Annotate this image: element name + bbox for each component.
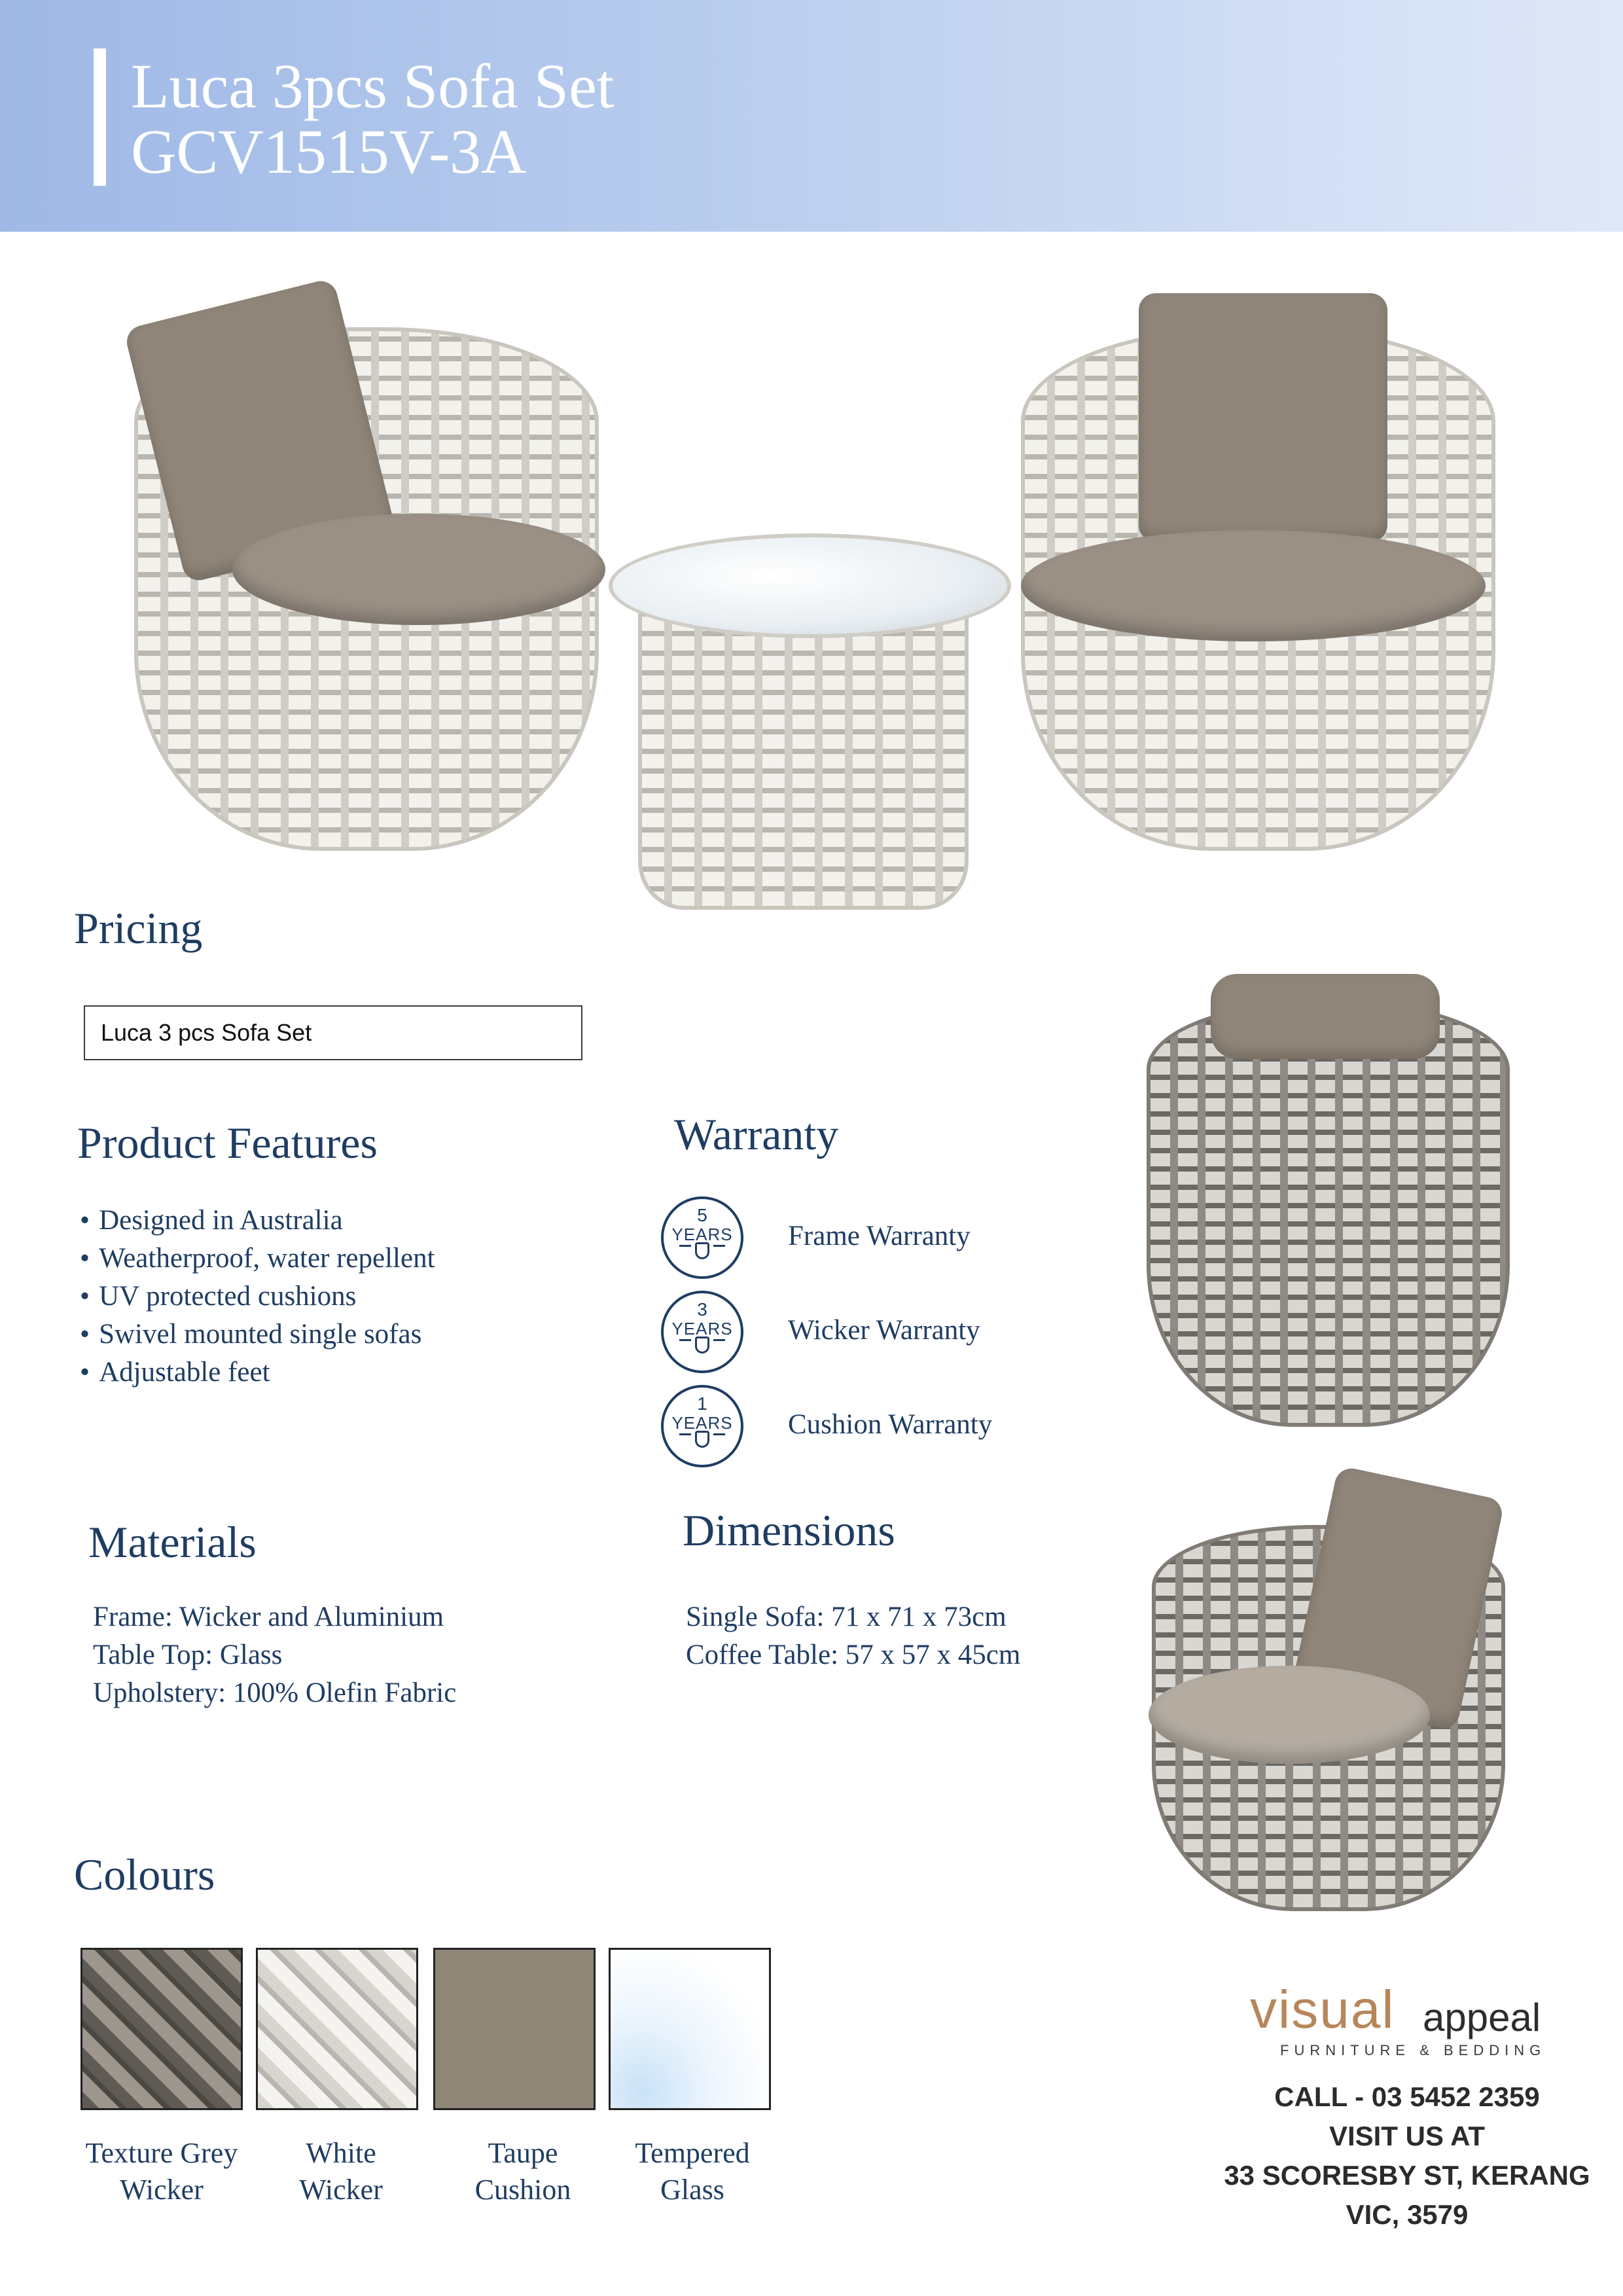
materials-list	[93, 1598, 456, 1712]
badge-years-number: 3	[697, 1299, 707, 1319]
swatch-label-line: Tempered	[635, 2137, 750, 2169]
warranty-label-cushion: Cushion Warranty	[788, 1409, 993, 1440]
material-line: Table Top: Glass	[93, 1640, 283, 1670]
swatch-white-wicker	[256, 1948, 418, 2110]
pricing-box	[84, 1005, 582, 1060]
warranty-heading: Warranty	[674, 1109, 839, 1159]
swatch-label-line: Texture Grey	[85, 2137, 238, 2169]
swatch-tempered-glass	[609, 1948, 771, 2110]
swatch-label-tempered-glass	[597, 2135, 787, 2208]
badge-years-unit: YEARS	[671, 1413, 733, 1433]
warranty-badge-frame	[661, 1196, 743, 1279]
swatch-label-line: Wicker	[120, 2174, 204, 2206]
badge-years-unit: YEARS	[671, 1319, 733, 1338]
table-glass-top	[609, 533, 1011, 638]
swatch-label-line: Taupe	[488, 2137, 558, 2169]
swatch-taupe-cushion	[433, 1948, 596, 2110]
swatch-texture-grey-wicker	[80, 1948, 243, 2110]
back-view-cushion	[1211, 974, 1440, 1059]
materials-heading: Materials	[88, 1517, 257, 1567]
right-sofa-back-cushion	[1139, 293, 1387, 542]
feature-item: • Weatherproof, water repellent	[80, 1240, 435, 1278]
material-line: Upholstery: 100% Olefin Fabric	[93, 1677, 457, 1708]
swatch-label-taupe-cushion	[428, 2135, 618, 2208]
contact-block	[1204, 2077, 1610, 2234]
brand-logo-primary: visual	[1250, 1980, 1395, 2039]
material-line: Frame: Wicker and Aluminium	[93, 1602, 444, 1632]
pricing-item-label: Luca 3 pcs Sofa Set	[101, 1019, 312, 1046]
contact-street: 33 SCORESBY ST, KERANG	[1224, 2160, 1590, 2191]
back-view-wicker-body	[1147, 1001, 1510, 1427]
side-view-seat-cushion	[1149, 1666, 1430, 1764]
shield-icon	[695, 1431, 709, 1448]
left-sofa-seat-cushion	[232, 514, 605, 625]
dimension-line: Coffee Table: 57 x 57 x 45cm	[686, 1640, 1021, 1670]
shield-icon	[695, 1242, 709, 1259]
badge-rule-left	[679, 1433, 691, 1435]
feature-item: • UV protected cushions	[80, 1278, 435, 1316]
right-sofa-seat-cushion	[1021, 530, 1486, 641]
shield-icon	[695, 1336, 709, 1354]
badge-rule-right	[713, 1339, 725, 1341]
badge-years-unit: YEARS	[671, 1225, 733, 1244]
contact-visit: VISIT US AT	[1329, 2121, 1485, 2151]
swatch-label-line: White	[306, 2137, 376, 2169]
dimensions-list	[686, 1598, 1020, 1674]
badge-rule-left	[679, 1245, 691, 1247]
colours-heading: Colours	[74, 1850, 215, 1899]
swatch-label-line: Glass	[660, 2174, 724, 2206]
features-list	[80, 1202, 435, 1391]
product-code: GCV1515V-3A	[131, 117, 527, 187]
pricing-heading: Pricing	[74, 903, 203, 953]
warranty-label-wicker: Wicker Warranty	[788, 1315, 980, 1346]
warranty-label-frame: Frame Warranty	[788, 1221, 971, 1251]
contact-state: VIC, 3579	[1346, 2199, 1469, 2230]
features-heading: Product Features	[77, 1118, 378, 1168]
badge-years-number: 1	[697, 1393, 707, 1414]
badge-years-number: 5	[697, 1205, 707, 1225]
product-title: Luca 3pcs Sofa Set	[131, 51, 615, 121]
feature-item: • Designed in Australia	[80, 1202, 435, 1240]
badge-rule-left	[679, 1339, 691, 1341]
header-banner	[0, 0, 1623, 232]
swatch-label-white-wicker	[246, 2135, 436, 2208]
swatch-label-line: Cushion	[474, 2174, 571, 2206]
warranty-badge-cushion	[661, 1385, 743, 1467]
brand-tagline: FURNITURE & BEDDING	[1280, 2042, 1546, 2058]
header-accent-bar	[94, 48, 106, 186]
feature-item: • Swivel mounted single sofas	[80, 1316, 435, 1354]
dimensions-heading: Dimensions	[683, 1505, 895, 1555]
contact-phone: CALL - 03 5452 2359	[1274, 2081, 1540, 2112]
badge-rule-right	[713, 1245, 725, 1247]
dimension-line: Single Sofa: 71 x 71 x 73cm	[686, 1602, 1007, 1632]
brand-logo-secondary: appeal	[1423, 1996, 1541, 2039]
badge-rule-right	[713, 1433, 725, 1435]
warranty-badge-wicker	[661, 1291, 743, 1373]
swatch-label-texture-grey-wicker	[67, 2135, 257, 2208]
feature-item: • Adjustable feet	[80, 1354, 435, 1391]
swatch-label-line: Wicker	[299, 2174, 383, 2206]
